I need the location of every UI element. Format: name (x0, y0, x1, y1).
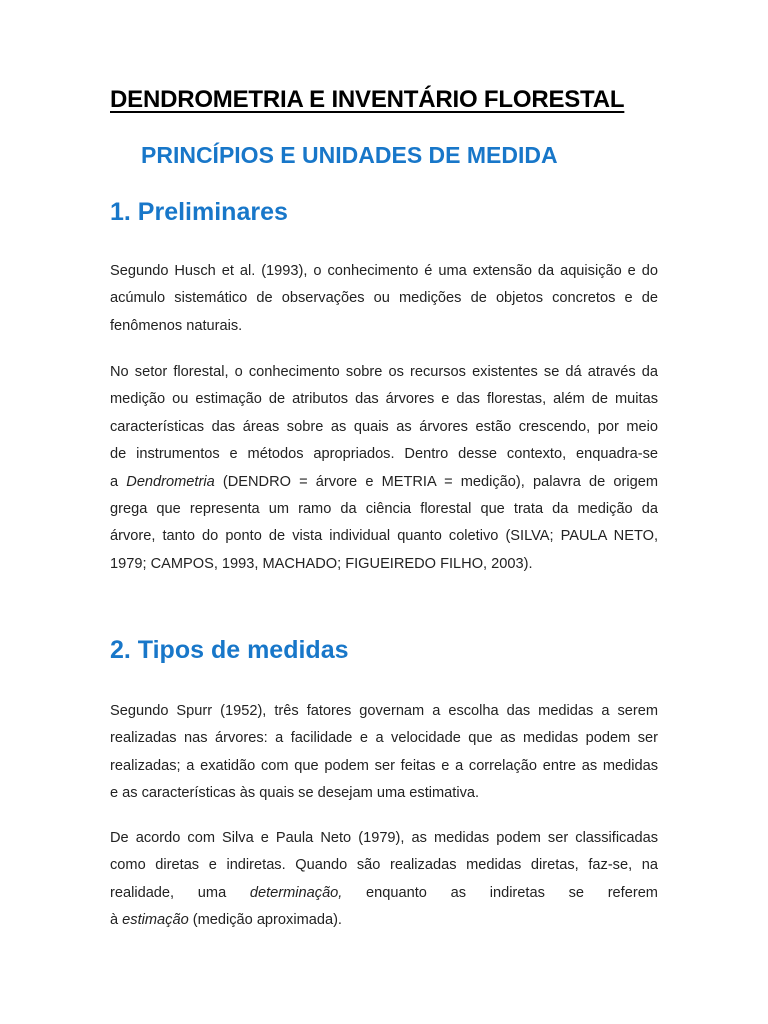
paragraph-line (110, 907, 658, 934)
paragraph-line: e as características às quais se desejam uma estimativa. (110, 785, 480, 802)
term-determinacao: determinação, (249, 884, 343, 901)
paragraph-line: acúmulo sistemático de observações ou medições de objetos concretos e de (110, 290, 658, 307)
word: enquanto (366, 884, 427, 901)
paragraph-line (110, 469, 658, 496)
paragraph-spurr (110, 698, 658, 808)
paragraph-line: árvore, tanto do ponto de vista individual quanto coletivo (SILVA; PAULA NETO, (110, 528, 658, 545)
paragraph-silva-paula-neto (110, 825, 658, 935)
paragraph-line: medição ou estimação de atributos das árvores e das florestas, além de muitas (110, 391, 658, 408)
text-fragment: à (110, 912, 123, 929)
paragraph-line: realizadas; a exatidão com que podem ser feitas e a correlação entre as medidas (110, 757, 658, 774)
paragraph-line: de instrumentos e métodos apropriados. Dentro desse contexto, enquadra-se (110, 446, 658, 463)
paragraph-line: grega que representa um ramo da ciência florestal que trata da medição da (110, 501, 658, 518)
word: uma (197, 884, 227, 901)
paragraph-line: No setor florestal, o conhecimento sobre os recursos existentes se dá através da (110, 364, 658, 380)
paragraph-line (110, 880, 658, 907)
paragraph-setor-florestal (110, 359, 658, 578)
document-subtitle: PRINCÍPIOS E UNIDADES DE MEDIDA (141, 142, 558, 168)
paragraph-line: De acordo com Silva e Paula Neto (1979), as medidas podem ser classificadas (110, 830, 658, 846)
paragraph-line: características das áreas sobre as quais as árvores estão crescendo, por meio (110, 418, 658, 435)
paragraph-line: fenômenos naturais. (110, 317, 243, 334)
term-estimacao: estimação (122, 912, 189, 929)
word: referem (607, 884, 658, 901)
paragraph-line: como diretas e indiretas. Quando são realizadas medidas diretas, faz-se, na (110, 857, 658, 874)
paragraph-line: Segundo Husch et al. (1993), o conhecimento é uma extensão da aquisição e do (110, 263, 658, 279)
paragraph-line: Segundo Spurr (1952), três fatores governam a escolha das medidas a serem (110, 703, 658, 719)
section-heading-tipos-de-medidas: 2. Tipos de medidas (110, 636, 349, 664)
paragraph-husch (110, 258, 658, 340)
section-heading-preliminares: 1. Preliminares (110, 198, 288, 226)
text-fragment: (DENDRO = árvore e METRIA = medição), palavra de origem (214, 473, 658, 490)
word: indiretas (489, 884, 545, 901)
word: realidade, (110, 884, 175, 901)
paragraph-line: 1979; CAMPOS, 1993, MACHADO; FIGUEIREDO FILHO, 2003). (110, 555, 533, 572)
word: se (568, 884, 584, 901)
word: as (450, 884, 467, 901)
term-dendrometria: Dendrometria (126, 473, 215, 490)
text-fragment: a (110, 473, 127, 490)
paragraph-line: realizadas nas árvores: a facilidade e a velocidade que as medidas podem ser (110, 730, 658, 747)
text-fragment: (medição aproximada). (188, 912, 342, 929)
document-title: DENDROMETRIA E INVENTÁRIO FLORESTAL (110, 86, 625, 113)
